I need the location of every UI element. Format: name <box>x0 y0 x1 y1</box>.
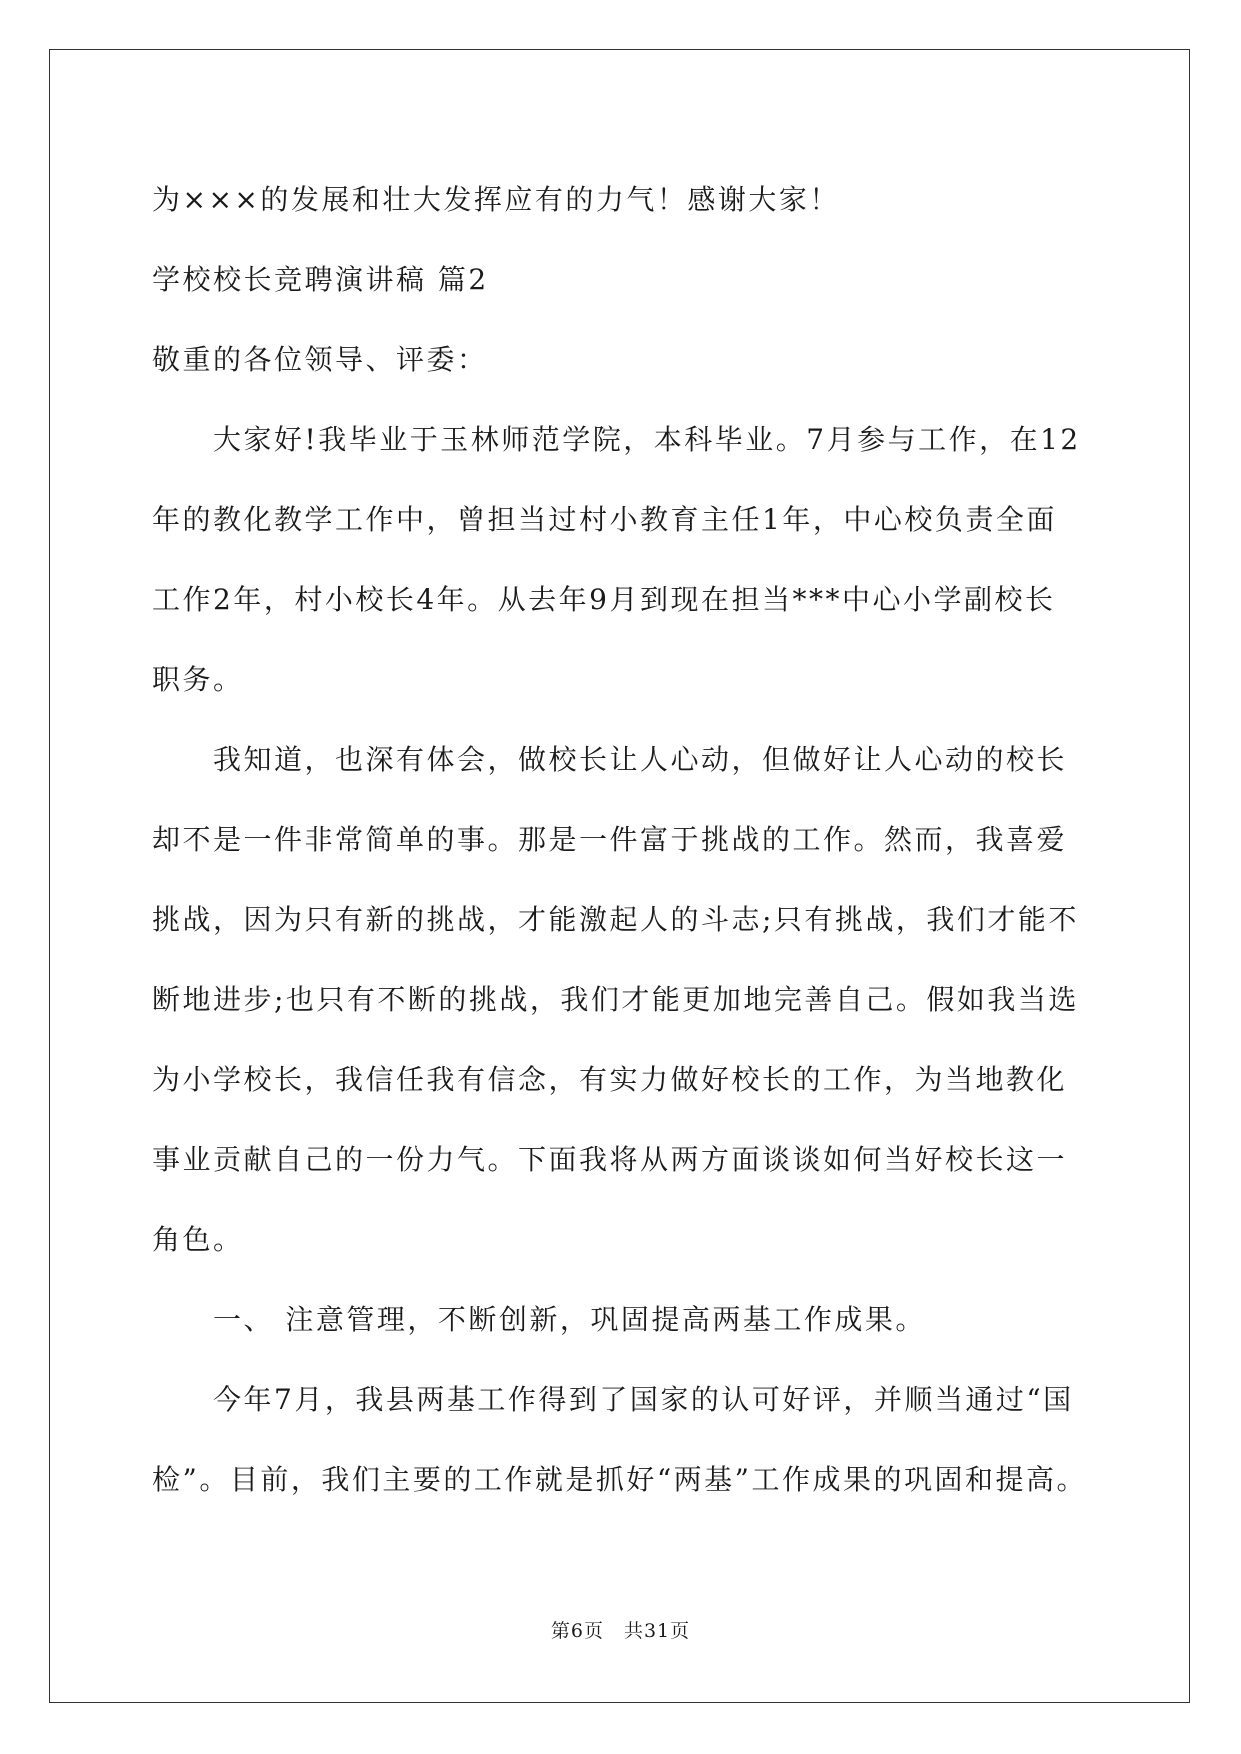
text-line: 工作2年，村小校长4年。从去年9月到现在担当***中心小学副校长 <box>152 583 1056 616</box>
text-line: 断地进步;也只有不断的挑战，我们才能更加地完善自己。假如我当选 <box>152 983 1079 1016</box>
text-line: 角色。 <box>152 1223 244 1256</box>
page-number: 第6页 共31页 <box>550 1620 691 1642</box>
text-line: 职务。 <box>152 663 244 696</box>
text-line: 我知道，也深有体会，做校长让人心动，但做好让人心动的校长 <box>152 743 1068 776</box>
page-footer <box>0 1616 1241 1643</box>
text-line: 却不是一件非常简单的事。那是一件富于挑战的工作。然而，我喜爱 <box>152 823 1068 856</box>
numbered-point: 一、 注意管理，不断创新，巩固提高两基工作成果。 <box>152 1303 926 1336</box>
text-line: 为小学校长，我信任我有信念，有实力做好校长的工作，为当地教化 <box>152 1063 1068 1096</box>
text-line: 年的教化教学工作中，曾担当过村小教育主任1年，中心校负责全面 <box>152 503 1057 536</box>
salutation: 敬重的各位领导、评委： <box>152 343 488 376</box>
text-line: 今年7月，我县两基工作得到了国家的认可好评，并顺当通过“国 <box>152 1383 1074 1416</box>
text-line: 检”。目前，我们主要的工作就是抓好“两基”工作成果的巩固和提高。 <box>152 1463 1087 1496</box>
document-body <box>152 160 1088 1520</box>
text-line: 为×××的发展和壮大发挥应有的力气！感谢大家！ <box>152 183 840 216</box>
text-line: 事业贡献自己的一份力气。下面我将从两方面谈谈如何当好校长这一 <box>152 1143 1068 1176</box>
section-heading: 学校校长竞聘演讲稿 篇2 <box>152 263 489 296</box>
text-line: 挑战，因为只有新的挑战，才能激起人的斗志;只有挑战，我们才能不 <box>152 903 1079 936</box>
text-line: 大家好!我毕业于玉林师范学院，本科毕业。7月参与工作，在12 <box>152 423 1081 456</box>
